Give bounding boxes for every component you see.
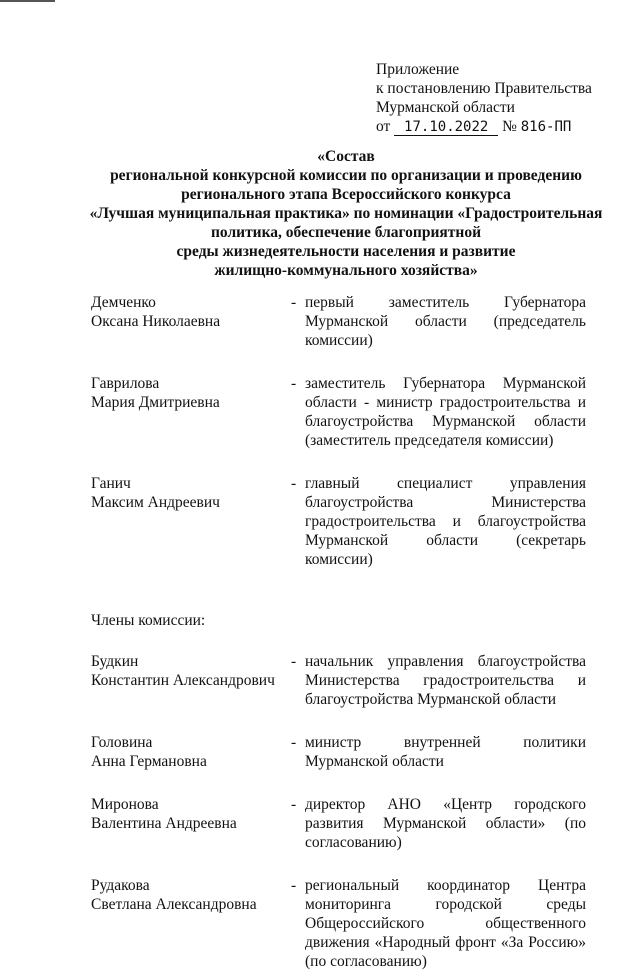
member-row (91, 293, 586, 350)
member-given-name: Оксана Николаевна (91, 313, 221, 330)
member-row (91, 652, 586, 709)
commission-composition (91, 293, 586, 971)
date-prefix: от (376, 118, 391, 135)
member-dash: - (291, 877, 297, 894)
member-role: первый заместитель Губернатора Мурманской области (председатель комиссии) (305, 294, 586, 349)
member-role: начальник управления благоустройства Министерства градостроительства и благоустройства Мурманской области (305, 653, 586, 708)
date-value: 17.10.2022 (394, 120, 498, 136)
member-row (91, 733, 586, 771)
member-row (91, 374, 586, 450)
appendix-line-2: к постановлению Правительства (376, 80, 592, 97)
member-given-name: Константин Александрович (91, 672, 275, 689)
appendix-date-row (376, 117, 592, 137)
member-role: заместитель Губернатора Мурманской области - министр градостроительства и благоустройства Мурманской области (заместитель председателя комиссии) (305, 375, 586, 449)
member-name (91, 474, 291, 569)
member-row (91, 795, 586, 852)
member-surname: Будкин (91, 653, 139, 670)
member-name (91, 795, 291, 852)
member-dash: - (291, 734, 297, 751)
member-surname: Ганич (91, 475, 131, 492)
member-surname: Демченко (91, 294, 156, 311)
title-line: «Лучшая муниципальная практика» по номинации «Градостроительная (89, 205, 603, 222)
member-surname: Головина (91, 734, 153, 751)
title-line: «Состав (317, 148, 375, 165)
document-title (60, 147, 632, 280)
member-dash: - (291, 294, 297, 311)
member-surname: Гаврилова (91, 375, 160, 392)
member-surname: Рудакова (91, 877, 150, 894)
title-line: региональной конкурсной комиссии по организации и проведению (110, 167, 582, 184)
members-heading: Члены комиссии: (91, 612, 206, 629)
appendix-block (376, 60, 592, 137)
member-given-name: Светлана Александровна (91, 896, 257, 913)
member-dash: - (291, 375, 297, 392)
appendix-line-3: Мурманской области (376, 99, 515, 116)
member-given-name: Анна Германовна (91, 753, 207, 770)
member-name (91, 374, 291, 450)
member-dash: - (291, 475, 297, 492)
member-role: главный специалист управления благоустройства Министерства градостроительства и благоустройства Мурманской области (секретарь комиссии) (305, 475, 586, 568)
number-value: 816-ПП (520, 119, 572, 135)
member-name (91, 733, 291, 771)
title-line: политика, обеспечение благоприятной (210, 224, 482, 241)
member-given-name: Мария Дмитриевна (91, 394, 220, 411)
member-given-name: Валентина Андреевна (91, 815, 237, 832)
member-role: региональный координатор Центра мониторинга городской среды Общероссийского общественного движения «Народный фронт «За Россию» (по согласованию) (305, 877, 586, 970)
member-row (91, 474, 586, 569)
member-name (91, 293, 291, 350)
title-line: среды жизнедеятельности населения и развитие (176, 243, 516, 260)
appendix-line-1: Приложение (376, 61, 460, 78)
member-given-name: Максим Андреевич (91, 494, 220, 511)
member-dash: - (291, 653, 297, 670)
member-role: министр внутренней политики Мурманской области (305, 734, 586, 770)
member-role: директор АНО «Центр городского развития Мурманской области» (по согласованию) (305, 796, 586, 851)
title-line: регионального этапа Всероссийского конкурса (181, 186, 511, 203)
member-name (91, 652, 291, 709)
member-row (91, 876, 586, 971)
number-prefix: № (502, 118, 517, 135)
member-dash: - (291, 796, 297, 813)
member-name (91, 876, 291, 971)
member-surname: Миронова (91, 796, 159, 813)
top-edge-line (0, 0, 55, 2)
title-line: жилищно-коммунального хозяйства» (214, 262, 478, 279)
